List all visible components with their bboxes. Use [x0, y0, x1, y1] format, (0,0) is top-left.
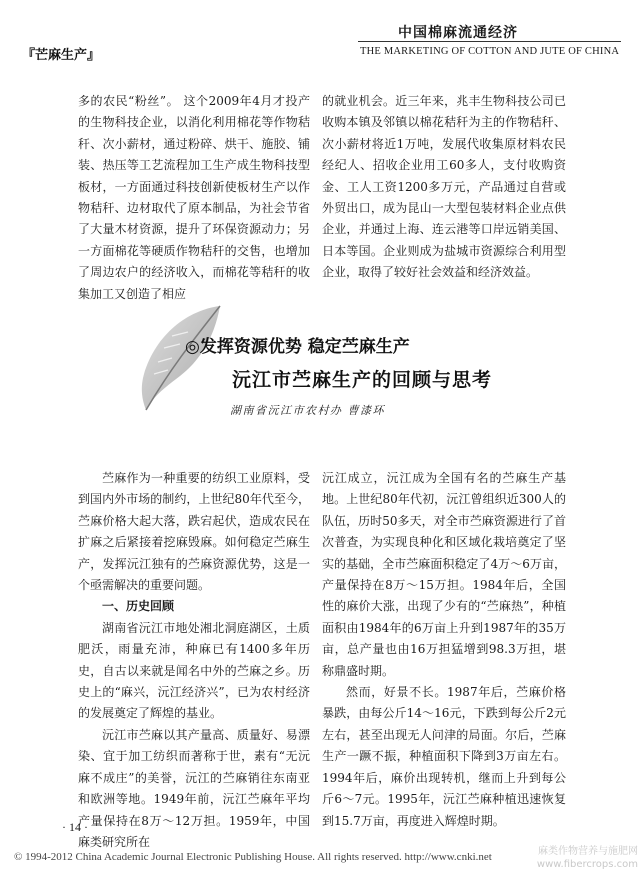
header-rule: [358, 41, 621, 42]
feather-quill-icon: [128, 300, 228, 420]
paragraph: 苎麻作为一种重要的纺织工业原料，受到国内外市场的制约，上世纪80年代至今，苎麻价格大起大落，跌宕起伏，造成农民在扩麻之后紧接着挖麻毁麻。如何稳定苎麻生产，发挥沅江独有的苎麻资源优势，这是一个亟需解决的重要问题。: [78, 471, 310, 593]
watermark: [512, 845, 638, 871]
author-byline: 湖南省沅江市农村办 曹漆环: [230, 404, 385, 417]
paragraph: 的就业机会。近三年来，兆丰生物科技公司已收购本镇及邻镇以棉花秸秆为主的作物秸秆、次小薪材将近1万吨，发展代收集原材料农民经纪人、招收企业用工60多人，支付收购资金、工人工资1200多万元，产品通过自营或外贸出口，成为昆山一大型包装材料企业点供企业，并通过上海、连云港等口岸远销美国、日本等国。企业则成为盐城市资源综合利用型企业，取得了较好社会效益和经济效益。: [322, 94, 566, 280]
section-heading: 一、历史回顾: [102, 599, 175, 614]
copyright-notice: © 1994-2012 China Academic Journal Electronic Publishing House. All rights reserved. http://www.cnki.net: [14, 851, 492, 863]
watermark-line: www.fibercrops.com: [536, 859, 638, 870]
journal-title: 中国棉麻流通经济: [398, 25, 518, 41]
journal-subtitle: THE MARKETING OF COTTON AND JUTE OF CHINA: [360, 46, 620, 57]
paragraph: 多的农民“粉丝”。 这个2009年4月才投产的生物科技企业，以消化利用棉花等作物秸秆、次小薪材，通过粉碎、烘干、施胶、铺装、热压等工艺流程加工生产成生物科技型板材，一方面通过科技创新使板材生产以作物秸秆、边材取代了原本制品，为社会节省了大量木材资源，提升了环保资源动力；另一方面棉花等硬质作物秸秆的交售，也增加了周边农户的经济收入，而棉花等秸秆的收集加工又创造了相应: [78, 94, 310, 301]
watermark-line: 麻类作物营养与施肥网: [538, 846, 638, 857]
paragraph: 沅江成立，沅江成为全国有名的苎麻生产基地。上世纪80年代初，沅江曾组织近300人的队伍，历时50多天，对全市苎麻资源进行了首次普查，为实现良种化和区域化栽培奠定了坚实的基础，全市苎麻面积稳定了4万～6万亩，产量保持在8万～15万担。1984年后，全国性的麻价大涨，出现了少有的“苎麻热”，种植面积由1984年的6万亩上升到1987年的35万亩，总产量也由16万担猛增到98.3万担，堪称鼎盛时期。: [322, 471, 566, 678]
section-tag: 『芒麻生产』: [22, 48, 101, 63]
article-title-main: ◎发挥资源优势 稳定苎麻生产: [185, 337, 410, 357]
article-column-left: [78, 468, 310, 853]
prev-article-column-right: [322, 91, 566, 284]
article-column-right: [322, 468, 566, 832]
paragraph: 湖南省沅江市地处湘北洞庭湖区，土质肥沃，雨量充沛，种麻已有1400多年历史，自古以来就是闻名中外的苎麻之乡。历史上的“麻兴，沅江经济兴”，已为农村经济的发展奠定了辉煌的基业。: [78, 620, 310, 721]
paragraph: 沅江市苎麻以其产量高、质量好、易漂染、宜于加工纺织而著称于世，素有“无沅麻不成庄”的美誉，沅江的苎麻销往东南亚和欧洲等地。1949年前，沅江苎麻年平均产量保持在8万～12万担。1959年，中国麻类研究所在: [78, 727, 310, 849]
article-title-sub: 沅江市苎麻生产的回顾与思考: [232, 369, 493, 391]
page-number: · 14 ·: [62, 820, 88, 834]
prev-article-column-left: [78, 91, 310, 305]
paragraph: 然而，好景不长。1987年后，苎麻价格暴跌，由每公斤14～16元，下跌到每公斤2元左右，甚至出现无人问津的局面。尔后，苎麻生产一蹶不振，种植面积下降到3万亩左右。1994年后，麻价出现转机，继而上升到每公斤6～7元。1995年，沅江苎麻种植迅速恢复到15.7万亩，再度进入辉煌时期。: [322, 685, 566, 828]
